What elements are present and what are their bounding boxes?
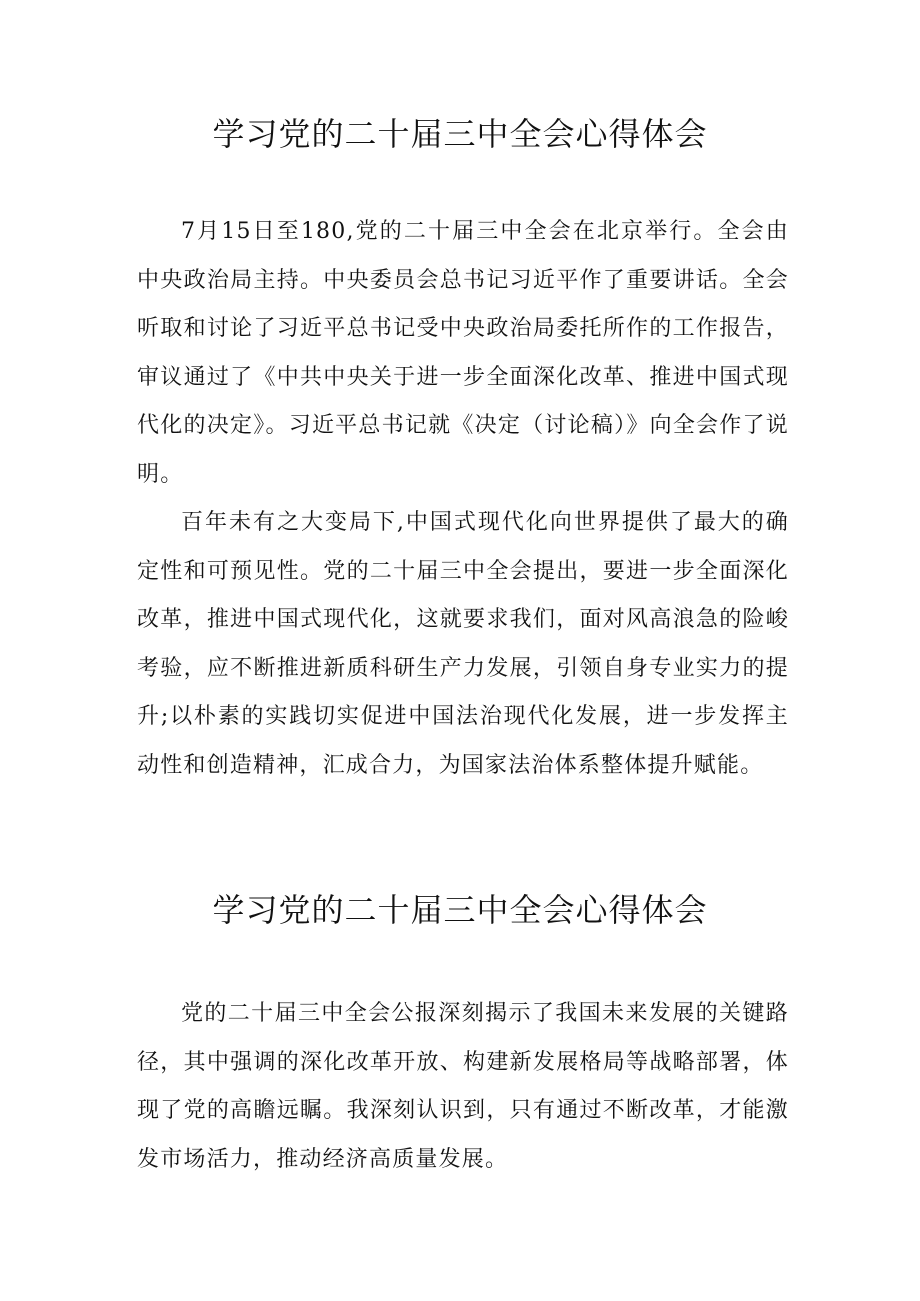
section-2-title: 学习党的二十届三中全会心得体会	[212, 891, 708, 929]
section-2-paragraph-1: 党的二十届三中全会公报深刻揭示了我国未来发展的关键路径，其中强调的深化改革开放、构建新发展格局等战略部署，体现了党的高瞻远瞩。我深刻认识到，只有通过不断改革，才能激发市场活力，推动经济高质量发展。	[137, 1001, 789, 1172]
section-1-body	[137, 208, 789, 790]
section-1-title: 学习党的二十届三中全会心得体会	[212, 115, 708, 153]
section-1-paragraph-1: 7月15日至180,党的二十届三中全会在北京举行。全会由中央政治局主持。中央委员会总书记习近平作了重要讲话。全会听取和讨论了习近平总书记受中央政治局委托所作的工作报告，审议通过了《中共中央关于进一步全面深化改革、推进中国式现代化的决定》。习近平总书记就《决定（讨论稿）》向全会作了说明。	[137, 219, 789, 487]
section-2-body	[137, 990, 789, 1184]
section-1-paragraph-2: 百年未有之大变局下,中国式现代化向世界提供了最大的确定性和可预见性。党的二十届三中全会提出，要进一步全面深化改革，推进中国式现代化，这就要求我们，面对风高浪急的险峻考验，应不断推进新质科研生产力发展，引领自身专业实力的提升;以朴素的实践切实促进中国法治现代化发展，进一步发挥主动性和创造精神，汇成合力，为国家法治体系整体提升赋能。	[137, 510, 789, 778]
